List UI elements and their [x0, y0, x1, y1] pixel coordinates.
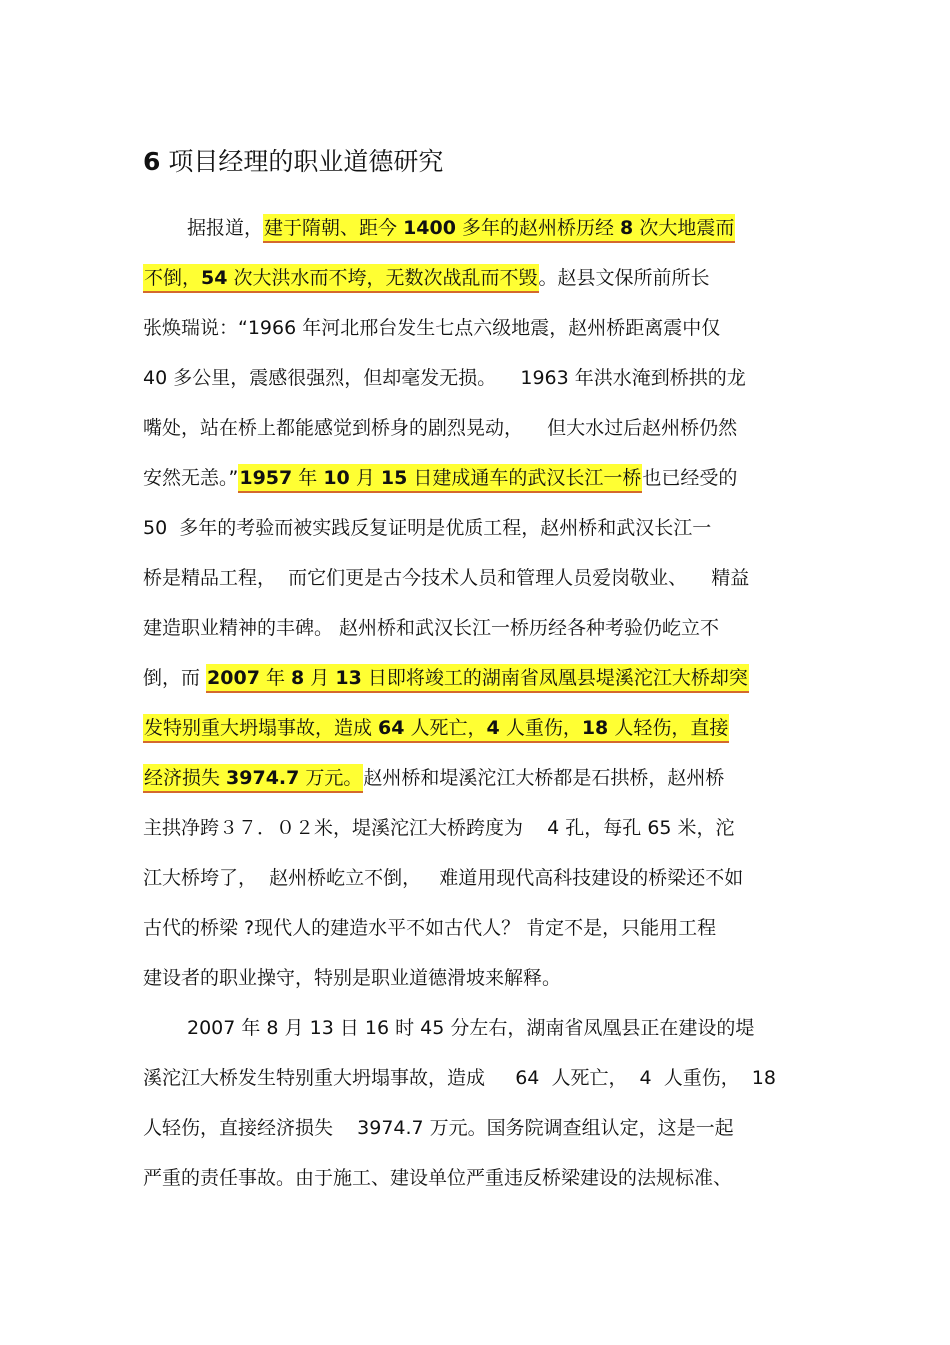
paragraph-2-line-3: 人轻伤，直接经济损失 3974.7 万元。国务院调查组认定，这是一起 [143, 1117, 734, 1139]
paragraph-1-line-15: 古代的桥梁 ?现代人的建造水平不如古代人？ 肯定不是，只能用工程 [143, 917, 717, 939]
highlight-tuojiang-loss: 经济损失 3974.7 万元。 [143, 764, 363, 793]
paragraph-1-line-16: 建设者的职业操守，特别是职业道德滑坡来解释。 [143, 967, 562, 989]
paragraph-1-line-2: 不倒，54 次大洪水而不垮，无数次战乱而不毁。赵县文保所前所长 [143, 264, 710, 292]
paragraph-1-line-11 [143, 714, 729, 742]
paragraph-1-line-5: 嘴处，站在桥上都能感觉到桥身的剧烈晃动， 但大水过后赵州桥仍然 [143, 417, 738, 439]
paragraph-1-line-12: 经济损失 3974.7 万元。赵州桥和堤溪沱江大桥都是石拱桥，赵州桥 [143, 764, 724, 792]
paragraph-1-line-4: 40 多公里，震感很强烈，但却毫发无损。 1963 年洪水淹到桥拱的龙 [143, 367, 746, 389]
paragraph-2-line-4: 严重的责任事故。由于施工、建设单位严重违反桥梁建设的法规标准、 [143, 1167, 733, 1189]
paragraph-1-line-13: 主拱净跨３７．０２米，堤溪沱江大桥跨度为 4 孔，每孔 65 米，沱 [143, 817, 735, 839]
paragraph-1-line-6: 安然无恙。”1957 年 10 月 15 日建成通车的武汉长江一桥也已经受的 [143, 464, 737, 492]
highlight-zhaozhou-bridge-cont: 不倒，54 次大洪水而不垮，无数次战乱而不毁 [143, 264, 539, 293]
highlight-tuojiang-collapse: 2007 年 8 月 13 日即将竣工的湖南省凤凰县堤溪沱江大桥却突 [206, 664, 749, 693]
paragraph-1-line-1: 据报道，建于隋朝、距今 1400 多年的赵州桥历经 8 次大地震而 [187, 214, 735, 242]
section-number: 6 [143, 147, 161, 176]
paragraph-1-line-3: 张焕瑞说：“1966 年河北邢台发生七点六级地震，赵州桥距离震中仅 [143, 317, 721, 339]
paragraph-2-line-1: 2007 年 8 月 13 日 16 时 45 分左右，湖南省凤凰县正在建设的堤 [187, 1017, 755, 1039]
highlight-tuojiang-casualties: 发特别重大坍塌事故，造成 64 人死亡，4 人重伤，18 人轻伤，直接 [143, 714, 729, 743]
paragraph-1-line-10: 倒，而 2007 年 8 月 13 日即将竣工的湖南省凤凰县堤溪沱江大桥却突 [143, 664, 749, 692]
paragraph-1-line-8: 桥是精品工程， 而它们更是古今技术人员和管理人员爱岗敬业、 精益 [143, 567, 750, 589]
paragraph-1-line-9: 建造职业精神的丰碑。 赵州桥和武汉长江一桥历经各种考验仍屹立不 [143, 617, 720, 639]
paragraph-2-line-2: 溪沱江大桥发生特别重大坍塌事故，造成 64 人死亡， 4 人重伤， 18 [143, 1067, 776, 1089]
paragraph-1-line-7: 50 多年的考验而被实践反复证明是优质工程，赵州桥和武汉长江一 [143, 517, 712, 539]
section-title: 项目经理的职业道德研究 [160, 147, 444, 176]
section-heading [143, 145, 443, 179]
highlight-wuhan-bridge: 1957 年 10 月 15 日建成通车的武汉长江一桥 [238, 464, 642, 493]
paragraph-1-line-14: 江大桥垮了， 赵州桥屹立不倒， 难道用现代高科技建设的桥梁还不如 [143, 867, 744, 889]
highlight-zhaozhou-bridge: 建于隋朝、距今 1400 多年的赵州桥历经 8 次大地震而 [263, 214, 735, 243]
